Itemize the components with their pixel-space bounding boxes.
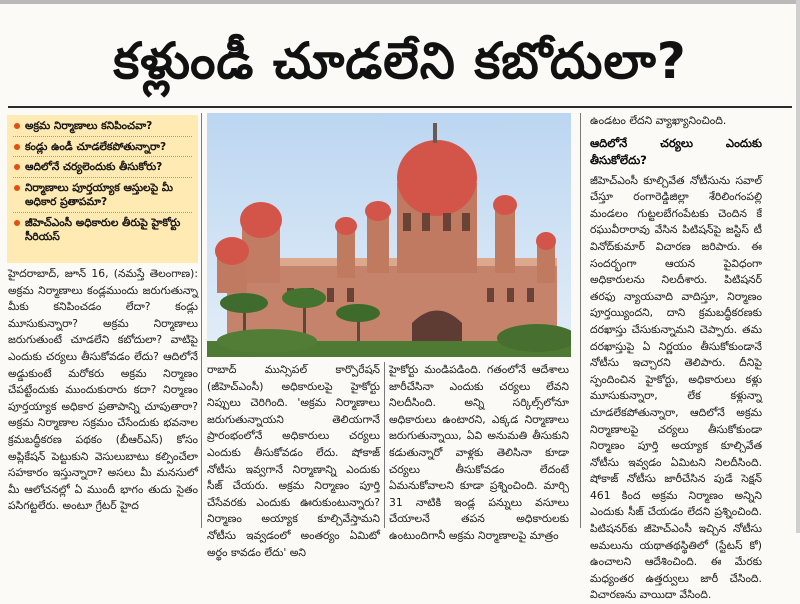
highlight-text: ఆదిలోనే చర్యలెందుకు తీసుకోరు? bbox=[25, 161, 163, 173]
bullet-icon bbox=[14, 164, 20, 170]
column-divider bbox=[201, 113, 202, 528]
paragraph: జీహెచ్‌ఎంసీ కూల్చివేత నోటీసును సవాల్ చేస్తూ రంగారెడ్డిజిల్లా శేరిలింగంపల్లి మండలం గుట్టలబేగంపేటకు చెందిన కే రఘువీరారావు వేసిన పిటిషన్‌పై జస్టిస్ టీ వినోద్‌కుమార్ విచారణ జరిపారు. ఈ సందర్భంగా ఆయన పైవిధంగా అధికారులను నిలదీశారు. పిటిషనర్ తరఫు న్యాయవాది వాదిస్తూ, నిర్మాణం పూర్తయ్యిందని, దాని క్రమబద్ధీకరణకు దరఖాస్తు చేసుకున్నామని చెప్పారు. తమ దరఖాస్తుపై ఏ నిర్ణయం తీసుకోకుండానే నోటీసు ఇచ్చారని తెలిపారు. దీనిపై స్పందించిన హైకోర్టు, అధికారులు కళ్లు మూసుకున్నారా, లేక కళ్లున్నా చూడలేకపోతున్నారా, ఆదిలోనే అక్రమ నిర్మాణాలపై చర్యలు తీసుకోకుండా నిర్మాణం పూర్తి అయ్యాక కూల్చివేత నోటీసు ఇవ్వడం ఏమిటని నిలదీసింది. షోకాజ్ నోటీసు జారీచేసిన పుడే సెక్షన్ 461 కింద అక్రమ నిర్మాణం అన్నిని ఎందుకు సీజ్ చేయడం లేదని ప్రశ్నించింది. పిటిషనర్‌కు జీహెచ్‌ఎంసీ ఇచ్చిన నోటీసు అమలును యథాతథస్థితిలో (స్టేటస్ కో) ఉంచాలని ఆదేశించింది. ఈ మేరకు మధ్యంతర ఉత్తర్వులు జారీ చేసింది. విచారణను వాయిదా వేసింది. bbox=[590, 173, 762, 602]
highlight-text: కండ్లు ఉండీ చూడలేకపోతున్నారా? bbox=[25, 140, 167, 153]
highlight-text: నిర్మాణాలు పూర్తయ్యాక ఆస్తులపై మీ అధికార ప్రతాపమా? bbox=[25, 181, 173, 208]
highlight-item bbox=[13, 181, 192, 213]
highlights-box bbox=[7, 115, 198, 263]
bullet-icon bbox=[14, 123, 20, 129]
article-column-4 bbox=[590, 113, 762, 602]
highlight-item bbox=[13, 140, 192, 158]
subheading: ఆదిలోనే చర్యలు ఎందుకు తీసుకోలేదు? bbox=[590, 135, 762, 167]
top-border bbox=[0, 0, 800, 4]
bullet-icon bbox=[14, 185, 20, 191]
bullet-icon bbox=[14, 220, 20, 226]
highlight-item bbox=[13, 160, 192, 178]
highlight-item bbox=[13, 216, 192, 247]
highlight-item bbox=[13, 119, 192, 137]
high-court-photo bbox=[207, 113, 571, 357]
headline: కళ్లుండీ చూడలేని కబోదులా? bbox=[113, 32, 687, 90]
highlight-text: జీహెచ్‌ఎంసీ అధికారుల తీరుపై హైకోర్టు సీరియస్ bbox=[25, 216, 181, 243]
article-column-2: రాబాద్ మున్సిపల్ కార్పొరేషన్ (జీహెచ్‌ఎంసీ) అధికారులపై హైకోర్టు నిప్పులు చెరిగింది. 'అక్రమ నిర్మాణాలు జరుగుతున్నాయని తెలియగానే ప్రారంభంలోనే అధికారులు చర్యలు ఎందుకు తీసుకోవడం లేదు. షోకాజ్ నోటీసు ఇవ్వగానే నిర్మాణాన్ని ఎందుకు సీజ్ చేయరు. అక్రమ నిర్మాణం పూర్తి చేసేవరకు ఎందుకు ఊరుకుంటున్నారు? నిర్మాణం అయ్యాక కూల్చివేస్తామని నోటీసు ఇవ్వడంలో అంతర్యం ఏమిటో అర్థం కావడం లేదు' అని bbox=[207, 363, 380, 559]
column-divider bbox=[384, 362, 385, 528]
highlight-text: అక్రమ నిర్మాణాలు కనిపించవా? bbox=[25, 120, 153, 132]
column-divider bbox=[580, 113, 581, 528]
article-column-3: హైకోర్టు మండిపడింది. గతంలోనే ఆదేశాలు జారీచేసినా ఎందుకు చర్యలు లేవని నిలదీసింది. అన్ని సర్కిల్స్‌లోనూ అధికారులు ఉంటారని, ఎక్కడ నిర్మాణాలు జరుగుతున్నాయి, ఏవి అనుమతి తీసుకుని కడుతున్నారో వాళ్లకు తెలిసినా కూడా చర్యలు తీసుకోవడం లేదంటే ఏమనుకోవాలని కూడా ప్రశ్నించింది. మార్చి 31 నాటికి ఇండ్ల పన్నులు వసూలు చేయాలనే తపన అధికారులకు ఉంటుందిగానీ అక్రమ నిర్మాణాలపై మాత్రం bbox=[389, 363, 569, 542]
bullet-icon bbox=[14, 144, 20, 150]
headline-rule bbox=[8, 106, 792, 108]
paragraph: ఉండటం లేదని వ్యాఖ్యానించింది. bbox=[590, 114, 727, 127]
high-court-illustration bbox=[207, 113, 571, 357]
article-column-1: హైదరాబాద్, జూన్ 16, (నమస్తే తెలంగాణ): అక్రమ నిర్మాణాలు కండ్లముందు జరుగుతున్నా మీకు కనిపించడం లేదా? కండ్లు మూసుకున్నారా? అక్రమ నిర్మాణాలు జరుగుతుంటే చూడలేని కబోదులా? వాటిపై ఎందుకు చర్యలు తీసుకోవడం లేదు? ఆదిలోనే అడ్డుకుంటే మరోకరు అక్రమ నిర్మాణం చేపట్టేందుకు ముందుకురారు కదా? నిర్మాణం పూర్తయ్యాక అధికార ప్రతాపాన్ని చూపుతారా? అక్రమ నిర్మాణాల సక్రమం చేసేందుకు భవనాల క్రమబద్ధీకరణ పథకం (బీఆర్ఎస్) కోసం అప్లికేషన్ పెట్టుకుని వెసులుబాటు కల్పించేలా సహకారం ఇస్తున్నారా? అసలు మీ మనసులో మీ ఆలోచనల్లో ఏ ముందీ భాగం తుదు సైతం పసిగట్టలేరు. అంటూ గ్రేటర్ హైద bbox=[8, 267, 198, 513]
